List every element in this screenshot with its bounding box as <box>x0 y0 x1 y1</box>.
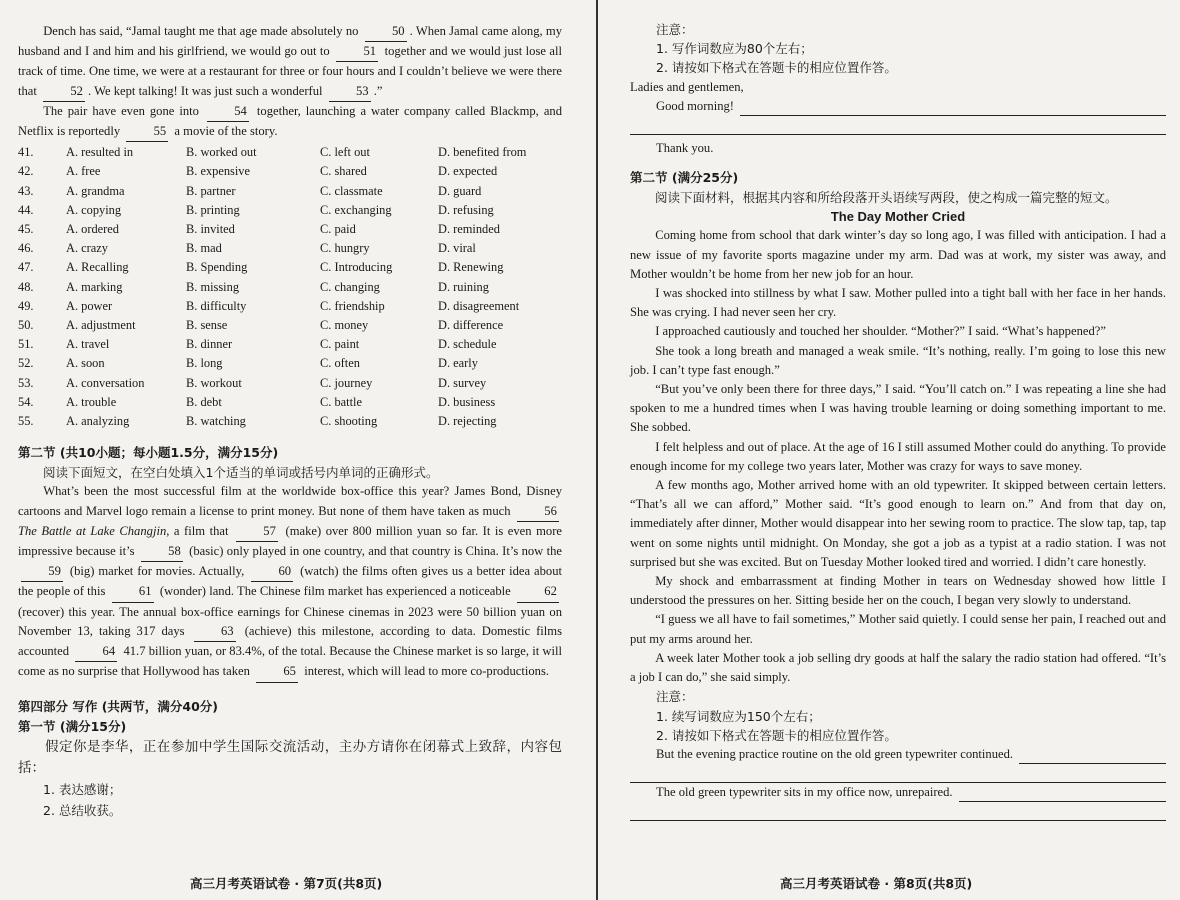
option-cell: D. refusing <box>438 202 494 217</box>
option-cell: B. invited <box>186 222 235 237</box>
option-cell: B. long <box>186 356 223 371</box>
blank-56: 56 <box>517 502 559 522</box>
option-cell: B. expensive <box>186 164 251 179</box>
option-cell: B. difficulty <box>186 298 247 313</box>
blank-54: 54 <box>207 102 249 122</box>
option-cell: 43. <box>18 183 34 198</box>
option-cell: A. Recalling <box>66 260 129 275</box>
option-cell: C. classmate <box>320 183 383 198</box>
section2-instruction: 阅读下面短文，在空白处填入1个适当的单词或括号内单词的正确形式。 <box>43 465 439 481</box>
option-row <box>18 162 562 181</box>
blank-50: 50 <box>365 22 407 42</box>
option-cell: C. friendship <box>320 298 385 313</box>
part4-section1-title: 第一节 (满分15分) <box>18 718 127 734</box>
option-cell: 51. <box>18 337 34 352</box>
option-cell: D. early <box>438 356 478 371</box>
film-title: The Battle at Lake Changjin <box>18 523 167 538</box>
option-cell: C. paid <box>320 222 356 237</box>
option-cell: A. conversation <box>66 375 145 390</box>
option-cell: A. marking <box>66 279 123 294</box>
option-row <box>18 182 562 201</box>
option-cell: C. exchanging <box>320 202 392 217</box>
option-row <box>18 374 562 393</box>
option-cell: D. reminded <box>438 222 500 237</box>
option-cell: 54. <box>18 394 34 409</box>
note2-item-1: 1. 续写词数应为150个左右； <box>656 708 821 724</box>
option-cell: B. workout <box>186 375 242 390</box>
blank-52: 52 <box>43 82 85 102</box>
option-cell: A. analyzing <box>66 414 130 429</box>
option-row <box>18 316 562 335</box>
option-cell: 46. <box>18 241 34 256</box>
blank-60: 60 <box>251 562 293 582</box>
option-row <box>18 335 562 354</box>
option-row <box>18 220 562 239</box>
note-title: 注意： <box>656 22 694 37</box>
option-cell: C. shared <box>320 164 367 179</box>
option-cell: D. schedule <box>438 337 497 352</box>
option-row <box>18 143 562 162</box>
blank-55: 55 <box>126 122 168 142</box>
note2-title: 注意： <box>656 689 694 705</box>
option-cell: D. survey <box>438 375 487 390</box>
greeting-row <box>630 97 1166 116</box>
option-cell: B. printing <box>186 202 240 217</box>
option-row <box>18 354 562 373</box>
option-row <box>18 297 562 316</box>
option-cell: A. adjustment <box>66 318 136 333</box>
option-cell: A. trouble <box>66 394 117 409</box>
option-row <box>18 393 562 412</box>
option-cell: C. journey <box>320 375 373 390</box>
prompt-2-text: The old green typewriter sits in my office now, unrepaired. <box>656 785 953 800</box>
option-cell: B. partner <box>186 183 236 198</box>
closing: Thank you. <box>656 141 714 156</box>
answer-line <box>740 101 1166 116</box>
option-cell: D. difference <box>438 318 504 333</box>
part4-item-2: 2. 总结收获。 <box>43 802 122 818</box>
option-cell: 48. <box>18 279 34 294</box>
page-footer-8: 高三月考英语试卷 · 第8页(共8页) <box>780 876 973 891</box>
section2-passage: What’s been the most successful film at the worldwide box-office this year? James Bond, Disney cartoons and Marvel logo remain a license to print money. But none of them have taken as much 56 The Battle at Lake Changjin, a film that 57 (make) over 800 million yuan so far. It is even more impressive because it’s 58 (basic) only played in one country, and that country is China. It’s now the 59 (big) market for movies. Actually, 60 (watch) the films often gives us a better idea about the people of this 61 (wonder) land. The Chinese film market has experienced a noticeable 62 (recover) this year. The annual box-office earnings for Chinese cinemas in 2023 were 50 billion yuan on November 13, taking 317 days 63 (achieve) this milestone, according to data. Domestic films accounted 64 41.7 billion yuan, or 83.4%, of the total. Because the Chinese market is so large, it will come as no surprise that Hollywood has taken 65 interest, which will lead to more co-productions. <box>18 482 562 682</box>
option-row <box>18 201 562 220</box>
option-cell: B. worked out <box>186 145 257 160</box>
option-cell: 55. <box>18 414 34 429</box>
option-cell: C. often <box>320 356 360 371</box>
option-row <box>18 239 562 258</box>
option-cell: 45. <box>18 222 34 237</box>
option-cell: A. soon <box>66 356 105 371</box>
option-cell: B. missing <box>186 279 240 294</box>
answer-line <box>959 787 1166 802</box>
answer-line <box>630 802 1166 821</box>
option-cell: C. money <box>320 318 369 333</box>
blank-63: 63 <box>194 622 236 642</box>
section2-title: 第二节 (共10小题；每小题1.5分，满分15分) <box>18 445 279 461</box>
story-paragraph: I felt helpless and out of place. At the age of 16 I still assumed Mother could do anything. To provide enough income for my college two years later, Mother was crazy for ways to save money. <box>630 439 1166 473</box>
blank-59: 59 <box>21 562 63 582</box>
option-cell: D. ruining <box>438 279 489 294</box>
option-cell: 52. <box>18 356 34 371</box>
option-row <box>18 278 562 297</box>
story-paragraph: “I guess we all have to fail sometimes,” Mother said quietly. I could sense her pain, I reached out and put my arms around her. <box>630 612 1166 646</box>
option-cell: A. ordered <box>66 222 119 237</box>
story-body <box>630 226 1166 687</box>
option-cell: 50. <box>18 318 34 333</box>
option-cell: C. shooting <box>320 414 378 429</box>
option-cell: B. dinner <box>186 337 233 352</box>
blank-58: 58 <box>141 542 183 562</box>
option-cell: A. travel <box>66 337 110 352</box>
option-cell: 49. <box>18 298 34 313</box>
story-paragraph: I approached cautiously and touched her shoulder. “Mother?” I said. “What’s happened?” <box>655 324 1106 339</box>
answer-line <box>630 764 1166 783</box>
option-cell: A. free <box>66 164 101 179</box>
option-cell: 41. <box>18 145 34 160</box>
option-cell: D. disagreement <box>438 298 520 313</box>
salutation: Ladies and gentlemen, <box>630 79 744 94</box>
answer-line <box>630 116 1166 135</box>
answer-line <box>1019 749 1166 764</box>
blank-51: 51 <box>336 42 378 62</box>
option-cell: C. changing <box>320 279 380 294</box>
option-cell: D. business <box>438 394 496 409</box>
blank-64: 64 <box>75 642 117 662</box>
part4-title: 第四部分 写作 (共两节，满分40分) <box>18 698 219 714</box>
option-cell: B. mad <box>186 241 222 256</box>
right-page <box>600 0 1180 900</box>
option-cell: B. debt <box>186 394 222 409</box>
option-cell: D. benefited from <box>438 145 527 160</box>
option-cell: C. battle <box>320 394 362 409</box>
option-cell: 42. <box>18 164 34 179</box>
option-cell: A. grandma <box>66 183 125 198</box>
option-row <box>18 258 562 277</box>
option-cell: B. sense <box>186 318 228 333</box>
writing-section2-instruction: 阅读下面材料，根据其内容和所给段落开头语续写两段，使之构成一篇完整的短文。 <box>655 190 1118 206</box>
story-paragraph: She took a long breath and managed a weak smile. “It’s nothing, really. I’m going to lose this new job. I can’t type fast enough.” <box>630 343 1166 377</box>
continuation-prompt-2 <box>630 783 1166 802</box>
option-cell: D. Renewing <box>438 260 504 275</box>
blank-65: 65 <box>256 662 298 682</box>
option-cell: 53. <box>18 375 34 390</box>
note2-item-2: 2. 请按如下格式在答题卡的相应位置作答。 <box>656 727 897 743</box>
note-item-1: 1. 写作词数应为80个左右； <box>656 41 813 57</box>
option-cell: D. viral <box>438 241 476 256</box>
option-cell: 47. <box>18 260 34 275</box>
option-cell: B. watching <box>186 414 246 429</box>
note-item-2: 2. 请按如下格式在答题卡的相应位置作答。 <box>656 60 897 76</box>
option-row <box>18 412 562 431</box>
part4-task: 假定你是李华，正在参加中学生国际交流活动，主办方请你在闭幕式上致辞，内容包括： <box>18 738 562 776</box>
greeting: Good morning! <box>656 98 735 113</box>
story-paragraph: Coming home from school that dark winter’s day so long ago, I was filled with anticipation. I had a new issue of my favorite sports magazine under my arm. Dad was at work, my sister was away, and Mother wouldn’t be home from her new job for an hour. <box>630 228 1166 281</box>
passage-paragraph-2: The pair have even gone into 54 together, launching a water company called Blackmp, and Netflix is reportedly 55 a movie of the story. <box>18 102 562 142</box>
prompt-1-text: But the evening practice routine on the old green typewriter continued. <box>656 746 1014 761</box>
option-cell: C. Introducing <box>320 260 393 275</box>
option-cell: B. Spending <box>186 260 248 275</box>
option-cell: A. copying <box>66 202 122 217</box>
option-cell: D. rejecting <box>438 414 497 429</box>
option-cell: A. crazy <box>66 241 108 256</box>
option-cell: C. paint <box>320 337 360 352</box>
option-cell: 44. <box>18 202 34 217</box>
passage-paragraph-1: Dench has said, “Jamal taught me that age made absolutely no 50 . When Jamal came along, my husband and I and him and his girlfriend, we would go out to 51 together and we would just lose all track of time. One time, we were at a restaurant for three or four hours and I couldn’t believe we were there that 52 . We kept talking! It was just such a wonderful 53 .” <box>18 22 562 102</box>
story-title: The Day Mother Cried <box>830 209 966 225</box>
blank-53: 53 <box>329 82 371 102</box>
writing-section2-title: 第二节 (满分25分) <box>630 170 739 186</box>
option-cell: C. hungry <box>320 241 370 256</box>
blank-57: 57 <box>236 522 278 542</box>
part4-item-1: 1. 表达感谢； <box>43 781 122 797</box>
continuation-prompt-1 <box>630 745 1166 764</box>
option-cell: D. guard <box>438 183 482 198</box>
options-table <box>18 143 562 431</box>
page-divider <box>596 0 598 900</box>
blank-62: 62 <box>517 582 559 602</box>
page-footer-7: 高三月考英语试卷 · 第7页(共8页) <box>190 876 383 891</box>
option-cell: D. expected <box>438 164 498 179</box>
option-cell: A. resulted in <box>66 145 134 160</box>
story-paragraph: My shock and embarrassment at finding Mother in tears on Wednesday showed how little I understood the pressures on her. Sitting beside her on the couch, I began very slowly to understand. <box>630 574 1166 608</box>
story-paragraph: A week later Mother took a job selling dry goods at half the salary the radio station had offered. “It’s a job I can do,” she said simply. <box>630 650 1166 685</box>
story-paragraph: A few months ago, Mother arrived home with an old typewriter. It skipped between certain letters. “That’s all we can afford,” Mother said. “It’s good enough to learn on.” And from that day on, immediately after dinner, Mother would disappear into her sewing room to practice. The slow tap, tap, tap went on some nights until midnight. On Monday, she got a job as a typist at a radio station. I was not surprised but she was excited. But on Tuesday Mother looked tired and worried. I didn’t care honestly. <box>630 478 1166 569</box>
blank-61: 61 <box>112 582 154 602</box>
option-cell: A. power <box>66 298 113 313</box>
option-cell: C. left out <box>320 145 370 160</box>
story-paragraph: I was shocked into stillness by what I saw. Mother pulled into a tight ball with her face in her hands. She was crying. I had never seen her cry. <box>630 286 1166 320</box>
story-paragraph: “But you’ve only been there for three days,” I said. “You’ll catch on.” I was repeating a line she had spoken to me a hundred times when I was having trouble learning or doing something important to me. She sobbed. <box>630 382 1166 435</box>
